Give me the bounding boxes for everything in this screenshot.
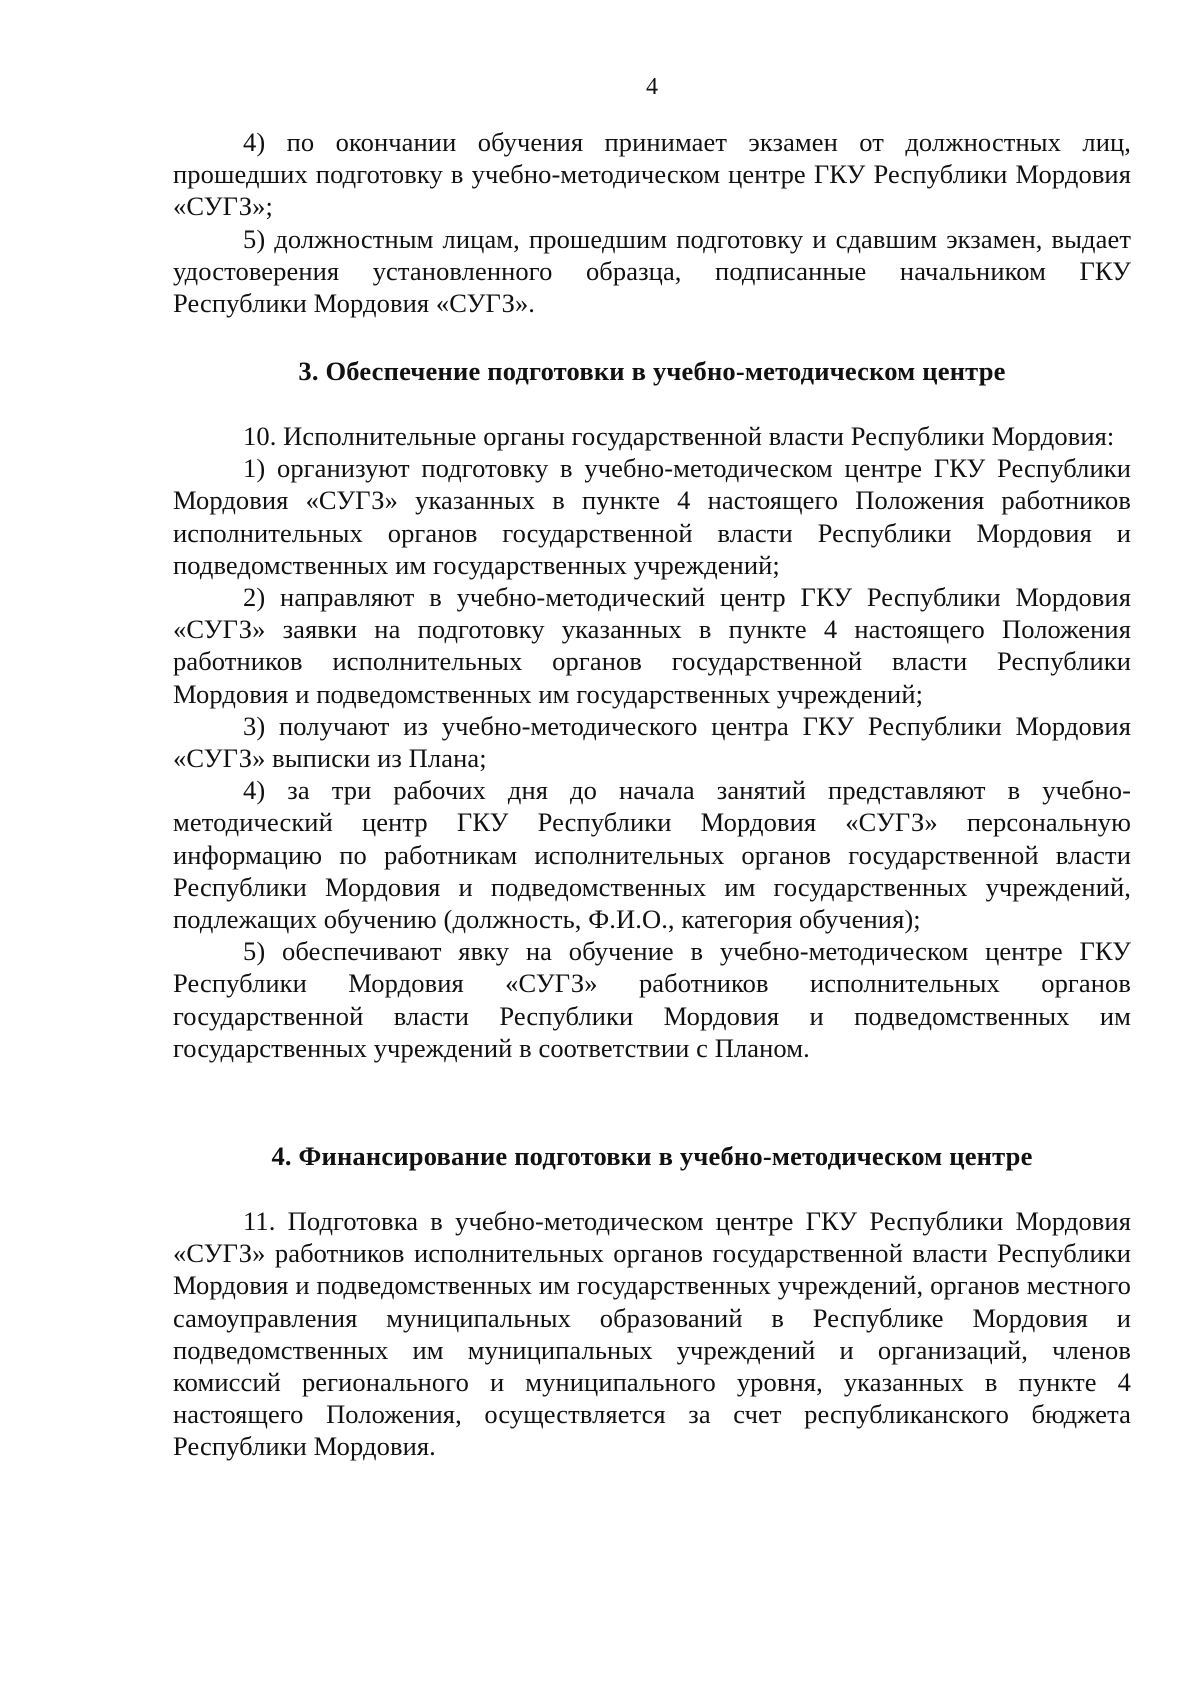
paragraph-10-item-5: 5) обеспечивают явку на обучение в учебно-методическом центре ГКУ Республики Мордовия «СУГЗ» работников исполнительных органов государственной власти Республики Мордовия и подведомственных им государственных учреждений в соответствии с Планом. (173, 936, 1131, 1063)
paragraph-10-item-2: 2) направляют в учебно-методический центр ГКУ Республики Мордовия «СУГЗ» заявки на подготовку указанных в пункте 4 настоящего Положения работников исполнительных органов государственной власти Республики Мордовия и подведомственных им государственных учреждений; (173, 582, 1131, 709)
section-3-body (173, 420, 1131, 1064)
paragraph-10: 10. Исполнительные органы государственной власти Республики Мордовия: (243, 421, 1115, 451)
paragraph-10-item-1: 1) организуют подготовку в учебно-методическом центре ГКУ Республики Мордовия «СУГЗ» указанных в пункте 4 настоящего Положения работников исполнительных органов государственной власти Республики Мордовия и подведомственных им государственных учреждений; (173, 453, 1131, 580)
paragraph-11: 11. Подготовка в учебно-методическом центре ГКУ Республики Мордовия «СУГЗ» работников исполнительных органов государственной власти Республики Мордовия и подведомственных им государственных учреждений, органов местного самоуправления муниципальных образований в Республике Мордовия и подведомственных им муниципальных учреждений и организаций, членов комиссий регионального и муниципального уровня, указанных в пункте 4 настоящего Положения, осуществляется за счет республиканского бюджета Республики Мордовия. (173, 1206, 1131, 1462)
document-page (173, 0, 1131, 1699)
paragraph-intro-item-5: 5) должностным лицам, прошедшим подготовку и сдавшим экзамен, выдает удостоверения установленного образца, подписанные начальником ГКУ Республики Мордовия «СУГЗ». (173, 223, 1131, 319)
paragraph-10-item-3: 3) получают из учебно-методического центра ГКУ Республики Мордовия «СУГЗ» выписки из Плана; (173, 710, 1131, 774)
section-3-heading: 3. Обеспечение подготовки в учебно-методическом центре (298, 356, 1006, 386)
section-4-heading: 4. Финансирование подготовки в учебно-методическом центре (271, 1141, 1033, 1171)
page-number: 4 (646, 74, 658, 100)
intro-block (173, 126, 1131, 319)
paragraph-intro-item-4: 4) по окончании обучения принимает экзамен от должностных лиц, прошедших подготовку в учебно-методическом центре ГКУ Республики Мордовия «СУГЗ»; (173, 127, 1131, 222)
section-4-body (173, 1205, 1131, 1463)
paragraph-10-item-4: 4) за три рабочих дня до начала занятий представляют в учебно-методический центр ГКУ Республики Мордовия «СУГЗ» персональную информацию по работникам исполнительных органов государственной власти Республики Мордовия и подведомственных им государственных учреждений, подлежащих обучению (должность, Ф.И.О., категория обучения); (173, 775, 1131, 935)
